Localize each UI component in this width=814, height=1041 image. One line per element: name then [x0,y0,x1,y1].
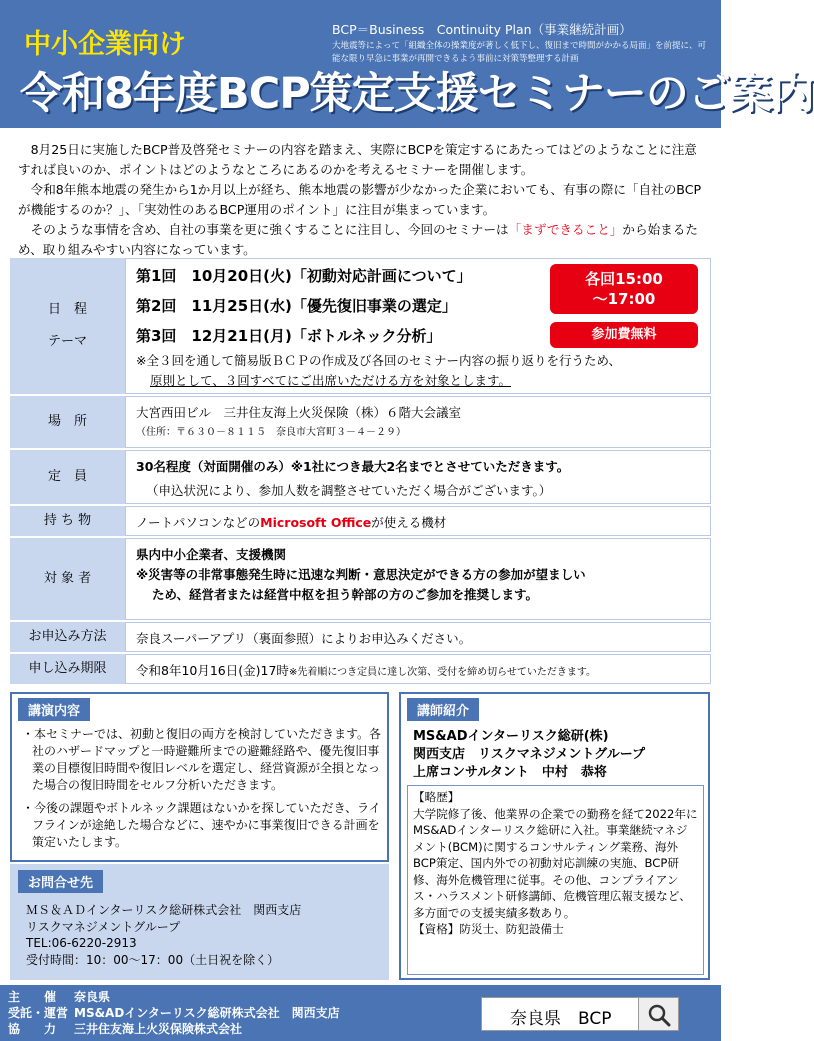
contact-body [26,902,301,968]
schedule-label-theme: テーマ [47,334,87,349]
session-1: 第1回 10月20日(火)「初動対応計画について」 [136,267,472,285]
schedule-label-date: 日 程 [47,302,87,317]
capacity-row [10,450,711,506]
lecture-box [10,692,389,862]
header-subtitle: 中小企業向け [24,29,186,60]
venue-value [125,396,711,448]
operator: MS&ADインターリスク総研株式会社 関西支店 [74,1006,340,1020]
schedule-row [10,258,711,396]
target-row [10,538,711,622]
lecture-heading: 講演内容 [18,698,90,721]
target-line-3: ため、経営者または経営中枢を担う幹部の方のご参加を推奨します。 [152,587,539,602]
intro-p3-a: そのような事情を含め、自社の事業を更に強くすることに注目し、今回のセミナーは [30,222,509,237]
fee-badge: 参加費無料 [550,322,698,348]
deadline-label: 申し込み期限 [10,654,125,684]
intro-p3-b: から始まるため、取り組みやすい内容になっています。 [18,222,698,257]
items-label: 持 ち 物 [10,506,125,536]
footer [0,985,721,1041]
lecture-list [22,726,382,857]
schedule-note-2: 原則として、３回すべてにご出席いただける方を対象とします。 [150,373,512,388]
schedule-note-1: ※全３回を通して簡易版ＢＣＰの作成及び各回のセミナー内容の振り返りを行うため、 [136,353,621,368]
bcp-description: 大地震等によって「組織全体の操業度が著しく低下し、復旧まで時間がかかる局面」を前提に、可能な限り早急に事業が再開できるよう事前に対策等整理する計画 [332,41,707,64]
capacity-main: 30名程度（対面開催のみ）※1社につき最大2名までとさせていただきます。 [136,459,570,474]
search-button[interactable] [638,998,678,1030]
qualification: 【資格】防災士、防犯設備士 [413,922,564,936]
contact-group: リスクマネジメントグループ [26,919,181,934]
lecture-item-1: ・本セミナーでは、初動と復旧の両方を検討していただきます。各社のハザードマップと一時避難所までの避難経路や、優先復旧事業の目標復旧時間や復旧レベルを選定し、経営資源が全損となった場合の復旧時間をセルフ分析いただきます。 [22,727,382,792]
venue-label: 場 所 [10,396,125,448]
host: 奈良県 [74,990,111,1004]
items-value-a: ノートパソコンなどの [136,515,261,530]
instructor-career [407,785,704,975]
contact-box [10,864,389,980]
deadline-note: ※先着順につき定員に達し次第、受付を締め切らせていただきます。 [288,667,597,678]
time-badge-line2: ～17:00 [592,290,656,308]
capacity-value [125,450,711,504]
page-title: 令和8年度BCP策定支援セミナーのご案内 [20,69,814,119]
organizers [8,989,340,1037]
items-value-b: が使える機材 [371,515,447,530]
lecture-item-2: ・今後の課題やボトルネック課題はないかを探していただき、ライフラインが途絶した場合などに、速やかに事業復旧できる計画を策定いたします。 [22,801,381,849]
session-2: 第2回 11月25日(水)「優先復旧事業の選定」 [136,297,457,315]
intro-paragraph-2: 令和8年熊本地震の発生から1か月以上が経ち、熊本地震の影響が少なかった企業においても、有事の際に「自社のBCPが機能するのか？」、「実効性のあるBCP運用のポイント」に注目が集まっています。 [18,182,702,217]
intro-paragraph-1: 8月25日に実施したBCP普及啓発セミナーの内容を踏まえ、実際にBCPを策定するにあたってはどのようなことに注意すれば良いのか、ポイントはどのようなところにあるのかを考えるセミナーを開催します。 [18,142,697,177]
session-3: 第3回 12月21日(月)「ボトルネック分析」 [136,327,442,345]
instructor-title: 上席コンサルタント 中村 恭将 [413,765,607,780]
time-badge-line1: 各回15:00 [585,270,663,288]
support-label: 協 力 [8,1022,57,1036]
items-value [125,506,711,536]
schedule-label [10,258,125,394]
support: 三井住友海上火災保険株式会社 [74,1022,243,1036]
instructor-box [399,692,710,980]
deadline-row [10,654,711,686]
intro-p3-highlight: 「まずできること」 [508,222,623,237]
items-highlight: Microsoft Office [260,515,372,530]
magnifier-icon [647,1003,671,1027]
apply-value: 奈良スーパーアプリ（裏面参照）によりお申込みください。 [125,622,711,652]
instructor-name [413,728,645,782]
contact-hours: 受付時間：10：00～17：00（土日祝を除く） [26,952,280,967]
contact-tel: TEL:06-6220-2913 [26,936,137,950]
career-heading: 【略歴】 [413,790,460,804]
contact-company: ＭＳ＆ＡＤインターリスク総研株式会社 関西支店 [26,903,302,917]
career-text: 大学院修了後、他業界の企業での勤務を経て2022年にMS&ADインターリスク総研に入社。事業継続マネジメント(BCM)に関するコンサルティング業務、海外BCP策定、国内外での初動対応訓練の実施、BCP研修、海外危機管理に従事。その他、コンプライアンス・ハラスメント研修講師、危機管理広報支援など、多方面での支援実績多数あり。 [413,806,698,920]
intro-text [18,140,708,260]
venue-row [10,396,711,450]
target-line-1: 県内中小企業者、支援機関 [136,547,287,562]
venue-name: 大宮西田ビル 三井住友海上火災保険（株）６階大会議室 [136,405,462,420]
apply-label: お申込み方法 [10,622,125,652]
time-badge [550,264,698,314]
capacity-label: 定 員 [10,450,125,504]
instructor-company: MS&ADインターリスク総研(株) [413,729,609,744]
bcp-definition: BCP＝Business Continuity Plan（事業継続計画） [332,22,632,37]
capacity-note: （申込状況により、参加人数を調整させていただく場合がございます。） [146,483,552,498]
instructor-department: 関西支店 リスクマネジメントグループ [413,747,646,762]
search-query: 奈良県 BCP [510,1009,612,1029]
deadline-date: 令和8年10月16日(金)17時 [136,663,289,678]
schedule-table [10,258,711,686]
target-value [125,538,711,620]
items-row [10,506,711,538]
intro-paragraph-3 [18,220,708,260]
header-banner [0,0,814,128]
host-label: 主 催 [8,990,57,1004]
deadline-value [125,654,711,684]
contact-heading: お問合せ先 [18,870,103,893]
instructor-heading: 講師紹介 [407,698,479,721]
venue-address: （住所：〒６３０－８１１５ 奈良市大宮町３－４－２９） [136,427,406,438]
apply-row [10,622,711,654]
search-box[interactable] [481,997,679,1031]
target-label: 対 象 者 [10,538,125,620]
target-line-2: ※災害等の非常事態発生時に迅速な判断・意思決定ができる方の参加が望ましい [136,567,586,582]
operator-label: 受託・運営 [8,1006,69,1020]
